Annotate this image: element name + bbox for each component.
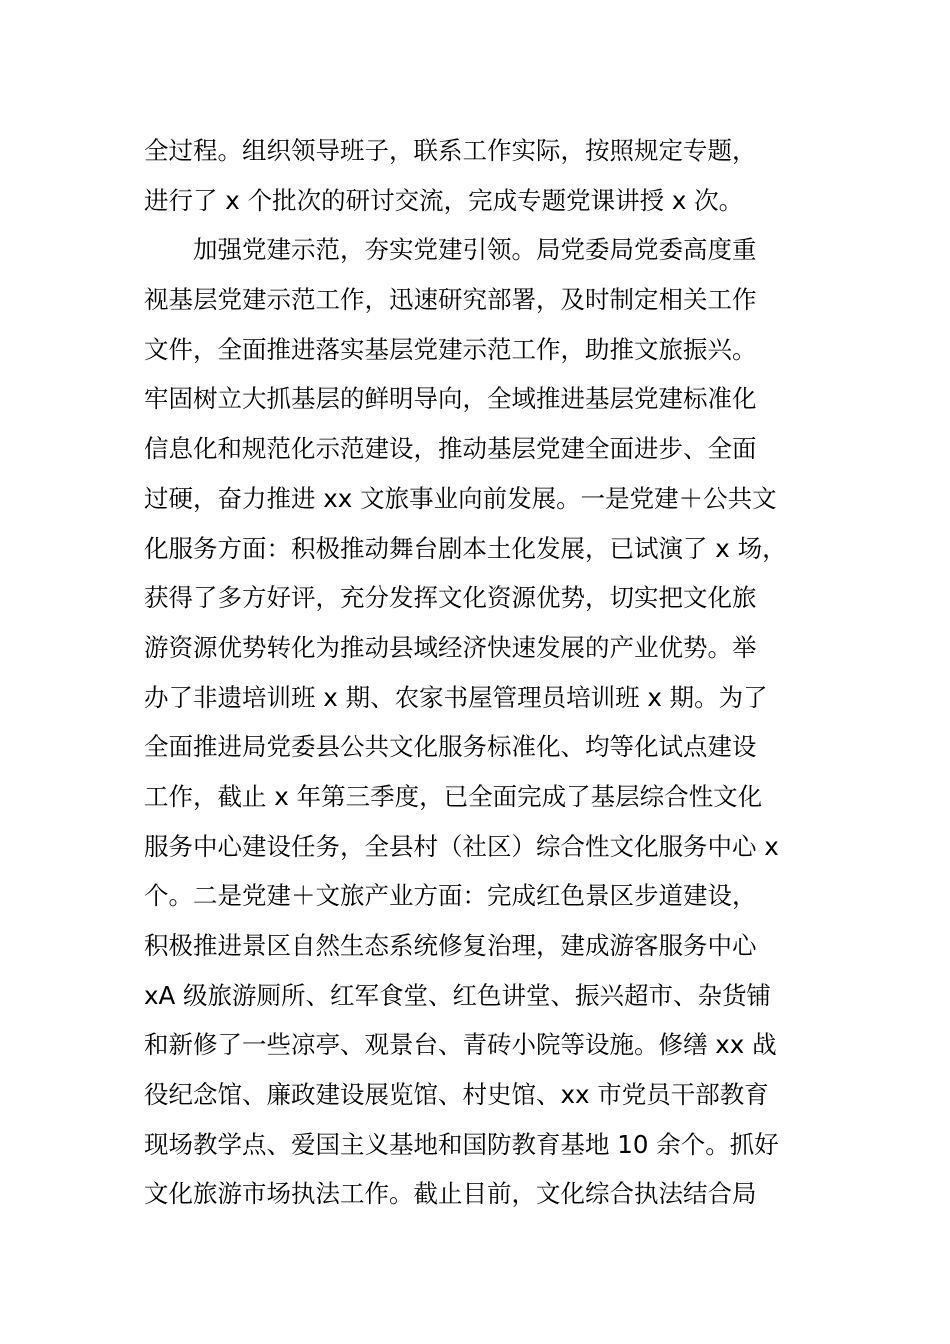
text-line: 全过程。组织领导班子，联系工作实际，按照规定专题， [144, 136, 757, 165]
text-line: 文件，全面推进落实基层党建示范工作，助推文旅振兴。 [144, 334, 757, 364]
paragraph-first-line: 加强党建示范，夯实党建引领。局党委局党委高度重 [193, 235, 757, 265]
text-line: 个。二是党建＋文旅产业方面：完成红色景区步道建设， [144, 881, 757, 911]
text-line: 全面推进局党委县公共文化服务标准化、均等化试点建设 [144, 732, 757, 762]
text-line: 办了非遗培训班 x 期、农家书屋管理员培训班 x 期。为了 [144, 682, 768, 712]
text-line: 和新修了一些凉亭、观景台、青砖小院等设施。修缮 xx 战 [144, 1030, 777, 1060]
text-line: 进行了 x 个批次的研讨交流，完成专题党课讲授 x 次。 [144, 185, 744, 215]
text-line: 服务中心建设任务，全县村（社区）综合性文化服务中心 x [144, 831, 779, 861]
text-line: 游资源优势转化为推动县域经济快速发展的产业优势。举 [144, 632, 757, 662]
body-text [144, 126, 844, 1219]
text-line: 役纪念馆、廉政建设展览馆、村史馆、xx 市党员干部教育 [144, 1080, 769, 1110]
text-line: 文化旅游市场执法工作。截止目前，文化综合执法结合局 [144, 1179, 757, 1209]
text-line: 化服务方面：积极推动舞台剧本土化发展，已试演了 x 场， [144, 533, 787, 563]
text-line: 牢固树立大抓基层的鲜明导向，全域推进基层党建标准化 [144, 384, 757, 414]
text-line: 视基层党建示范工作，迅速研究部署，及时制定相关工作 [144, 285, 757, 315]
text-line: 现场教学点、爱国主义基地和国防教育基地 10 余个。抓好 [144, 1129, 779, 1159]
text-line: 获得了多方好评，充分发挥文化资源优势，切实把文化旅 [144, 583, 757, 613]
text-line: xA 级旅游厕所、红军食堂、红色讲堂、振兴超市、杂货铺 [144, 980, 772, 1010]
text-line: 积极推进景区自然生态系统修复治理，建成游客服务中心 [144, 931, 757, 960]
text-line: 信息化和规范化示范建设，推动基层党建全面进步、全面 [144, 434, 757, 464]
text-line: 过硬，奋力推进 xx 文旅事业向前发展。一是党建＋公共文 [144, 483, 777, 513]
text-line: 工作，截止 x 年第三季度，已全面完成了基层综合性文化 [144, 781, 763, 811]
